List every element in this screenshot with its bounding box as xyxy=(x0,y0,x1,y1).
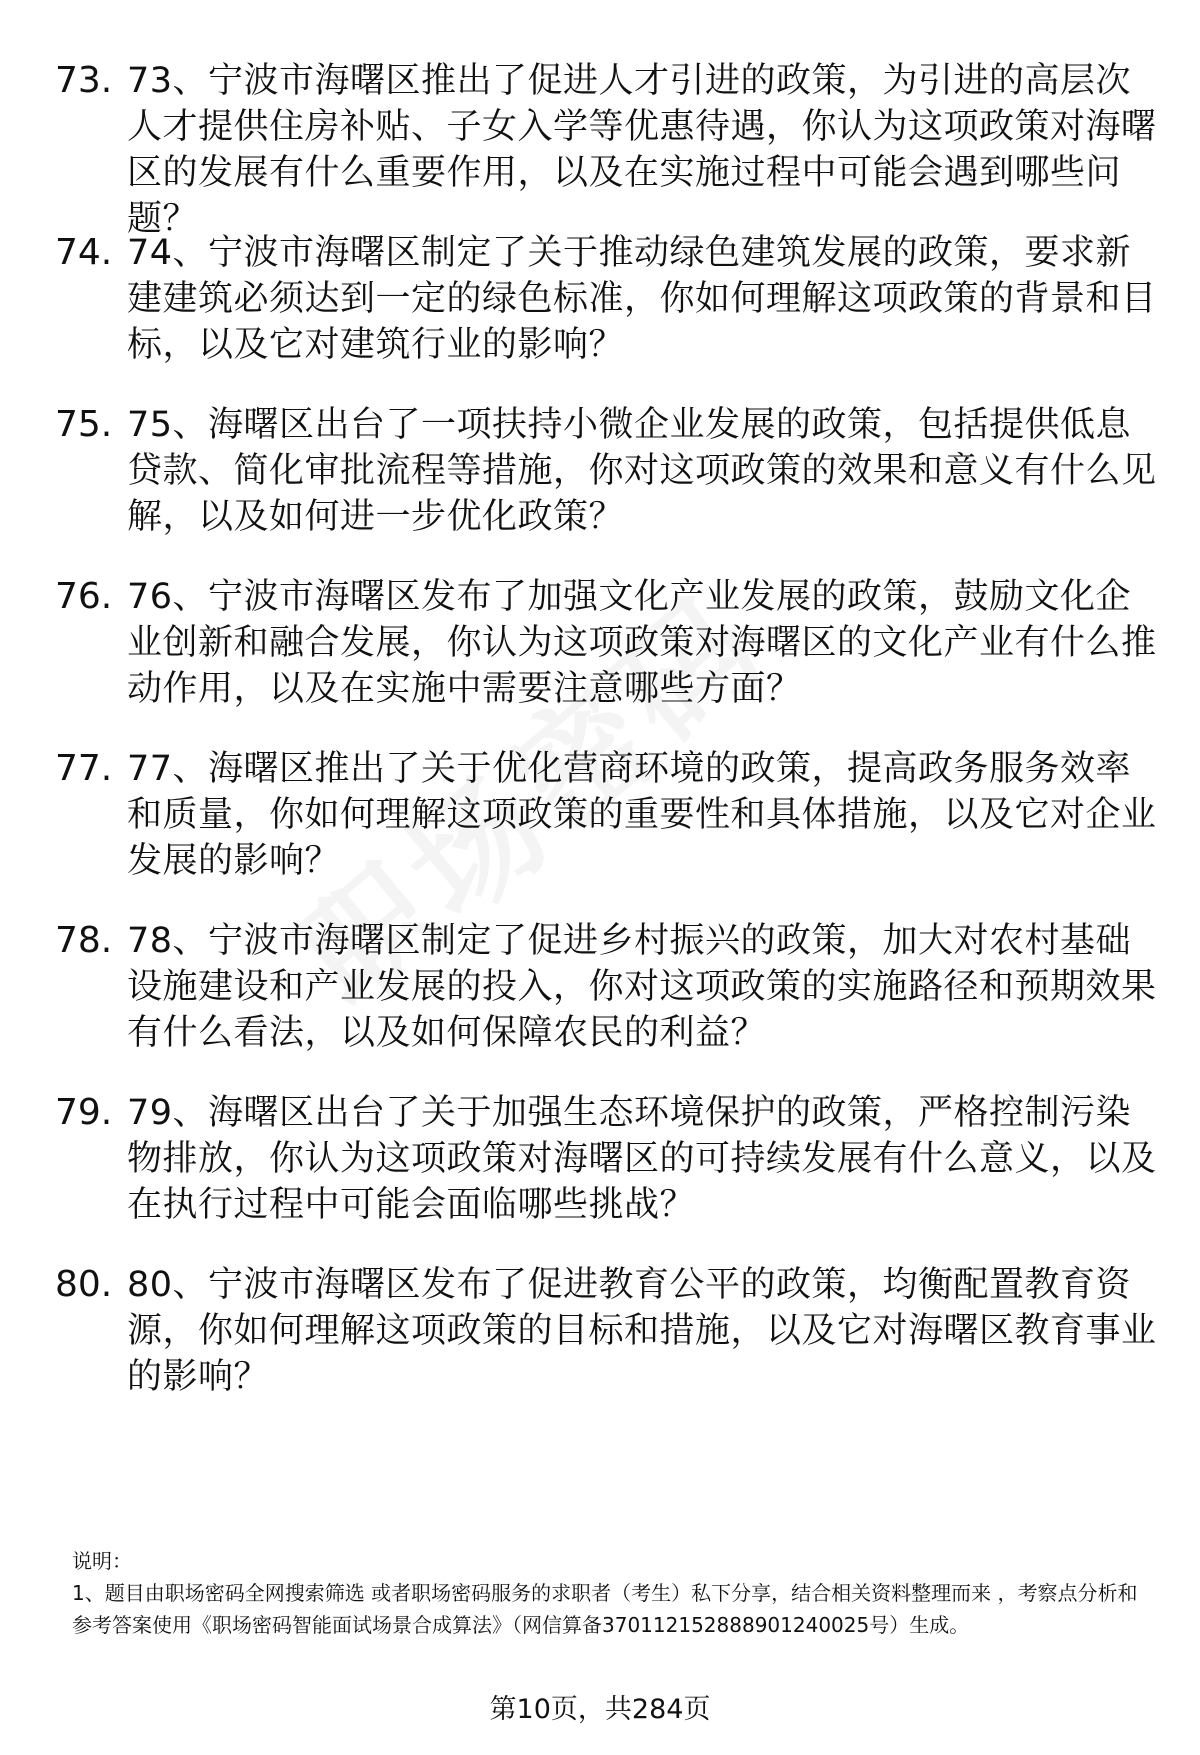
question-number: 75. xyxy=(55,404,113,445)
question-item xyxy=(0,230,1200,402)
question-text: 78、宁波市海曙区制定了促进乡村振兴的政策，加大对农村基础设施建设和产业发展的投入，你对这项政策的实施路径和预期效果有什么看法，以及如何保障农民的利益？ xyxy=(127,921,1157,1053)
question-number: 73. xyxy=(55,60,113,101)
question-text: 73、宁波市海曙区推出了促进人才引进的政策，为引进的高层次人才提供住房补贴、子女入学等优惠待遇，你认为这项政策对海曙区的发展有什么重要作用，以及在实施过程中可能会遇到哪些问题？ xyxy=(127,61,1157,239)
question-item xyxy=(0,918,1200,1090)
note-body: 1、题目由职场密码全网搜索筛选 或者职场密码服务的求职者（考生）私下分享，结合相关资料整理而来 ，考察点分析和参考答案使用《职场密码智能面试场景合成算法》（网信算备370112152888901240025号）生成。 xyxy=(72,1581,1138,1637)
question-text: 75、海曙区出台了一项扶持小微企业发展的政策，包括提供低息贷款、简化审批流程等措施，你对这项政策的效果和意义有什么见解，以及如何进一步优化政策？ xyxy=(127,405,1157,537)
question-number: 78. xyxy=(55,920,113,961)
question-item xyxy=(0,402,1200,574)
question-number: 74. xyxy=(55,232,113,273)
question-item xyxy=(0,1090,1200,1262)
question-number: 80. xyxy=(55,1264,113,1305)
note-title: 说明： xyxy=(72,1549,132,1573)
page-indicator: 第10页，共284页 xyxy=(489,1694,711,1725)
question-text: 74、宁波市海曙区制定了关于推动绿色建筑发展的政策，要求新建建筑必须达到一定的绿色标准，你如何理解这项政策的背景和目标，以及它对建筑行业的影响？ xyxy=(127,233,1157,365)
question-text: 80、宁波市海曙区发布了促进教育公平的政策，均衡配置教育资源，你如何理解这项政策的目标和措施，以及它对海曙区教育事业的影响？ xyxy=(127,1265,1157,1397)
question-number: 77. xyxy=(55,748,113,789)
question-text: 77、海曙区推出了关于优化营商环境的政策，提高政务服务效率和质量，你如何理解这项政策的重要性和具体措施，以及它对企业发展的影响？ xyxy=(127,749,1157,881)
question-item xyxy=(0,1262,1200,1434)
question-item xyxy=(0,574,1200,746)
question-number: 79. xyxy=(55,1092,113,1133)
question-item xyxy=(0,746,1200,918)
question-text: 79、海曙区出台了关于加强生态环境保护的政策，严格控制污染物排放，你认为这项政策对海曙区的可持续发展有什么意义，以及在执行过程中可能会面临哪些挑战？ xyxy=(127,1093,1157,1225)
question-number: 76. xyxy=(55,576,113,617)
question-text: 76、宁波市海曙区发布了加强文化产业发展的政策，鼓励文化企业创新和融合发展，你认为这项政策对海曙区的文化产业有什么推动作用，以及在实施中需要注意哪些方面？ xyxy=(127,577,1157,709)
note-section xyxy=(72,1545,1152,1641)
question-list xyxy=(0,58,1200,1434)
question-item xyxy=(0,58,1200,239)
